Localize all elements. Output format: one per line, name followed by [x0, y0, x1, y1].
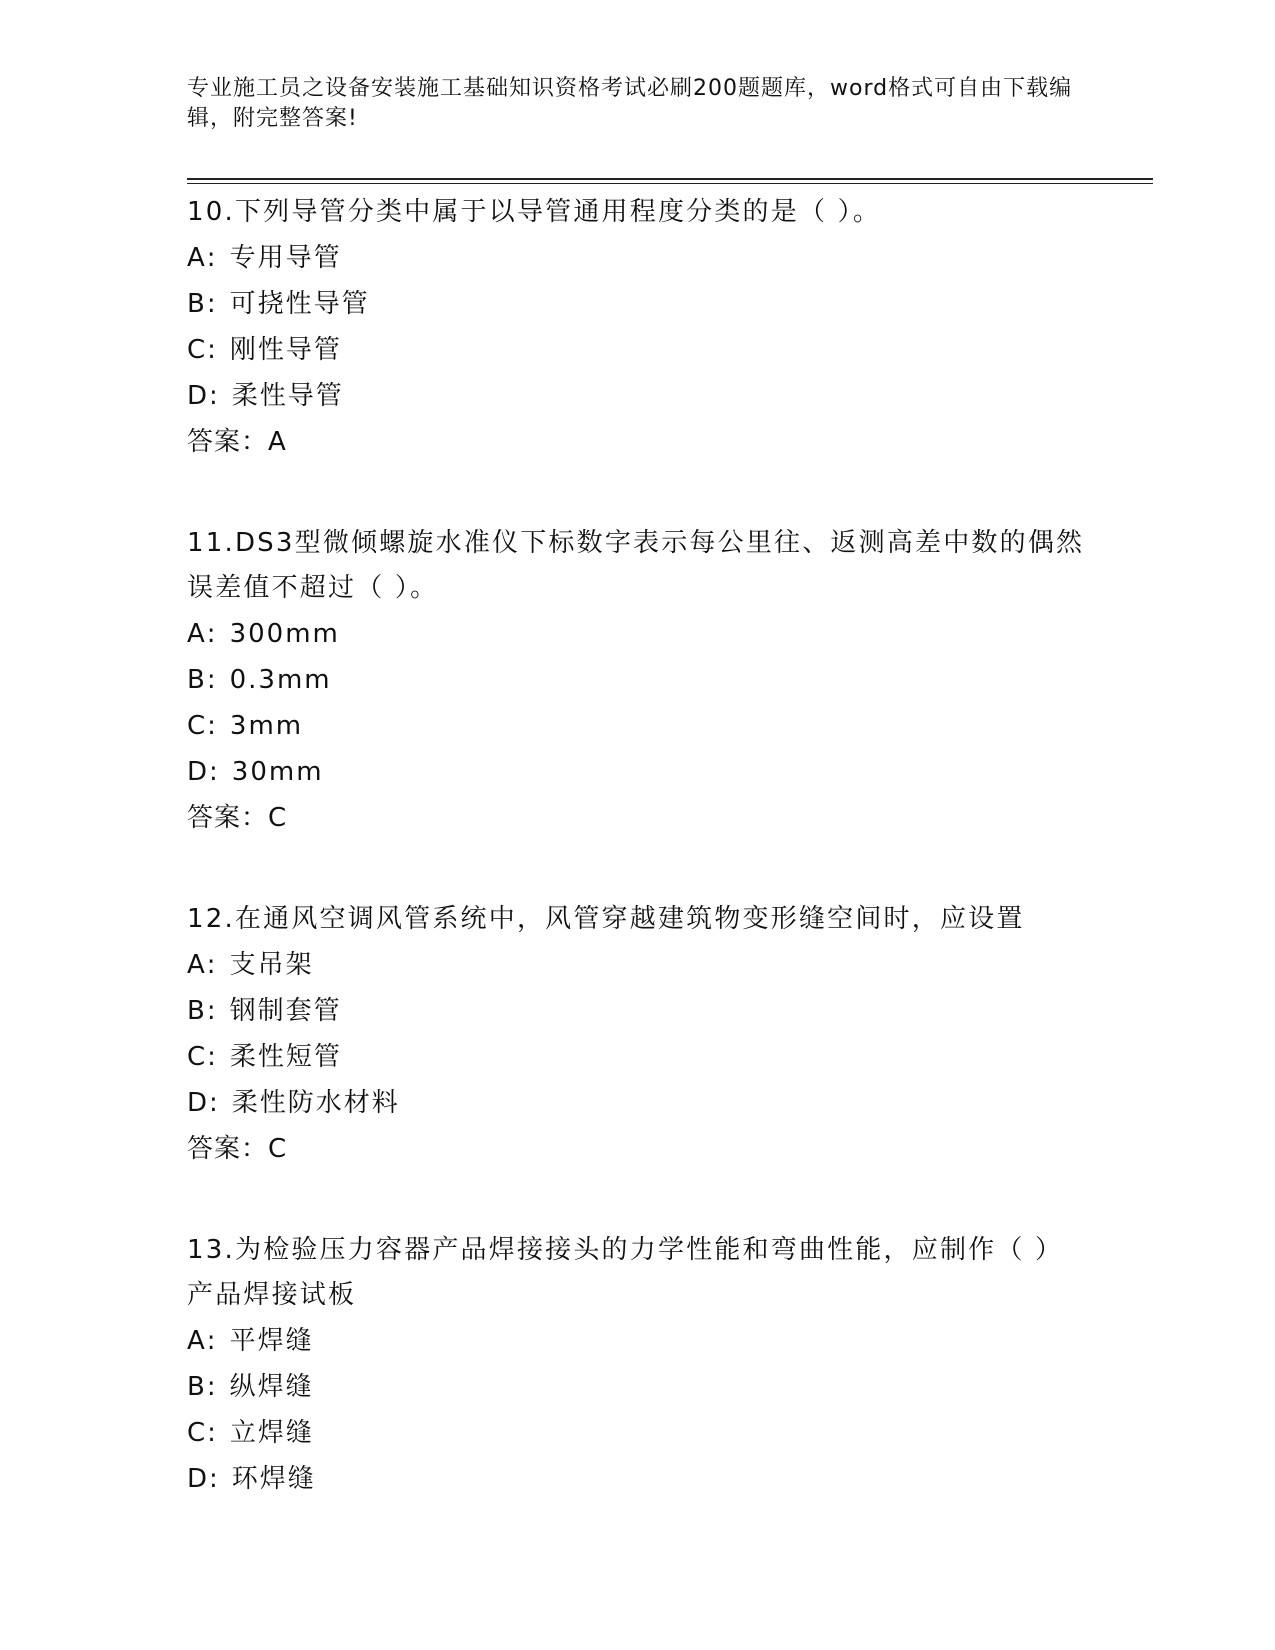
question-12	[187, 897, 1087, 1172]
option-letter: B	[187, 1372, 207, 1402]
option-separator: :	[206, 950, 218, 980]
option-separator: :	[206, 619, 218, 649]
option-letter: B	[187, 289, 207, 319]
option-text: 平焊缝	[229, 1326, 314, 1356]
option-a	[187, 1318, 1087, 1364]
option-c	[187, 703, 1087, 749]
question-text: 12.在通风空调风管系统中，风管穿越建筑物变形缝空间时，应设置	[187, 904, 1025, 934]
option-b	[187, 281, 1087, 327]
option-text: 0.3mm	[229, 665, 332, 695]
option-letter: C	[187, 335, 208, 365]
option-text: 支吊架	[229, 950, 314, 980]
option-letter: C	[187, 1418, 208, 1448]
option-separator: :	[209, 381, 220, 411]
option-text: 纵焊缝	[229, 1372, 314, 1402]
option-letter: A	[187, 1326, 207, 1356]
option-text: 专用导管	[229, 243, 342, 273]
option-separator: :	[206, 1372, 218, 1402]
answer-line: 答案：C	[187, 803, 288, 833]
option-c	[187, 1034, 1087, 1080]
question-10	[187, 190, 1087, 465]
option-letter: A	[187, 950, 207, 980]
option-text: 3mm	[229, 711, 304, 741]
document-intro: 专业施工员之设备安装施工基础知识资格考试必刷200题题库，word格式可自由下载编辑，附完整答案!	[187, 76, 1073, 131]
option-separator: :	[207, 1042, 218, 1072]
option-d	[187, 1080, 1087, 1126]
option-separator: :	[206, 243, 218, 273]
option-separator: :	[207, 711, 218, 741]
option-letter: D	[187, 757, 210, 787]
question-text: 11.DS3型微倾螺旋水准仪下标数字表示每公里往、返测高差中数的偶然误差值不超过（ ）。	[187, 528, 1085, 603]
option-letter: D	[187, 1464, 210, 1494]
question-list	[187, 190, 1087, 1502]
option-b	[187, 1364, 1087, 1410]
answer-line: 答案：C	[187, 1134, 288, 1164]
option-separator: :	[206, 289, 218, 319]
question-13	[187, 1228, 1087, 1502]
option-a	[187, 235, 1087, 281]
question-11	[187, 521, 1087, 841]
option-separator: :	[207, 1418, 218, 1448]
option-text: 钢制套管	[229, 996, 342, 1026]
option-text: 立焊缝	[229, 1418, 314, 1448]
option-separator: :	[206, 665, 218, 695]
question-text: 13.为检验压力容器产品焊接接头的力学性能和弯曲性能，应制作（ ）产品焊接试板	[187, 1235, 1064, 1310]
option-letter: B	[187, 996, 207, 1026]
option-text: 刚性导管	[229, 335, 342, 365]
option-letter: A	[187, 243, 207, 273]
option-letter: D	[187, 1088, 210, 1118]
option-separator: :	[206, 1326, 218, 1356]
option-letter: D	[187, 381, 210, 411]
question-text: 10.下列导管分类中属于以导管通用程度分类的是（ ）。	[187, 197, 882, 227]
option-letter: C	[187, 1042, 208, 1072]
header-rule-thick	[187, 178, 1153, 180]
answer-line: 答案：A	[187, 427, 287, 457]
option-a	[187, 942, 1087, 988]
option-a	[187, 611, 1087, 657]
header-rule-thin	[187, 183, 1153, 184]
option-separator: :	[207, 335, 218, 365]
option-letter: A	[187, 619, 207, 649]
option-c	[187, 327, 1087, 373]
option-text: 柔性导管	[231, 381, 344, 411]
option-text: 柔性短管	[229, 1042, 342, 1072]
option-d	[187, 1456, 1087, 1502]
question-spacer	[187, 841, 1087, 897]
option-text: 300mm	[229, 619, 340, 649]
option-letter: B	[187, 665, 207, 695]
option-text: 30mm	[231, 757, 324, 787]
option-letter: C	[187, 711, 208, 741]
option-c	[187, 1410, 1087, 1456]
option-separator: :	[209, 757, 220, 787]
option-text: 可挠性导管	[229, 289, 370, 319]
question-spacer	[187, 465, 1087, 521]
option-separator: :	[209, 1088, 220, 1118]
option-separator: :	[209, 1464, 220, 1494]
option-b	[187, 657, 1087, 703]
option-b	[187, 988, 1087, 1034]
option-text: 柔性防水材料	[231, 1088, 400, 1118]
option-d	[187, 749, 1087, 795]
option-text: 环焊缝	[231, 1464, 316, 1494]
option-d	[187, 373, 1087, 419]
question-spacer	[187, 1172, 1087, 1228]
option-separator: :	[206, 996, 218, 1026]
